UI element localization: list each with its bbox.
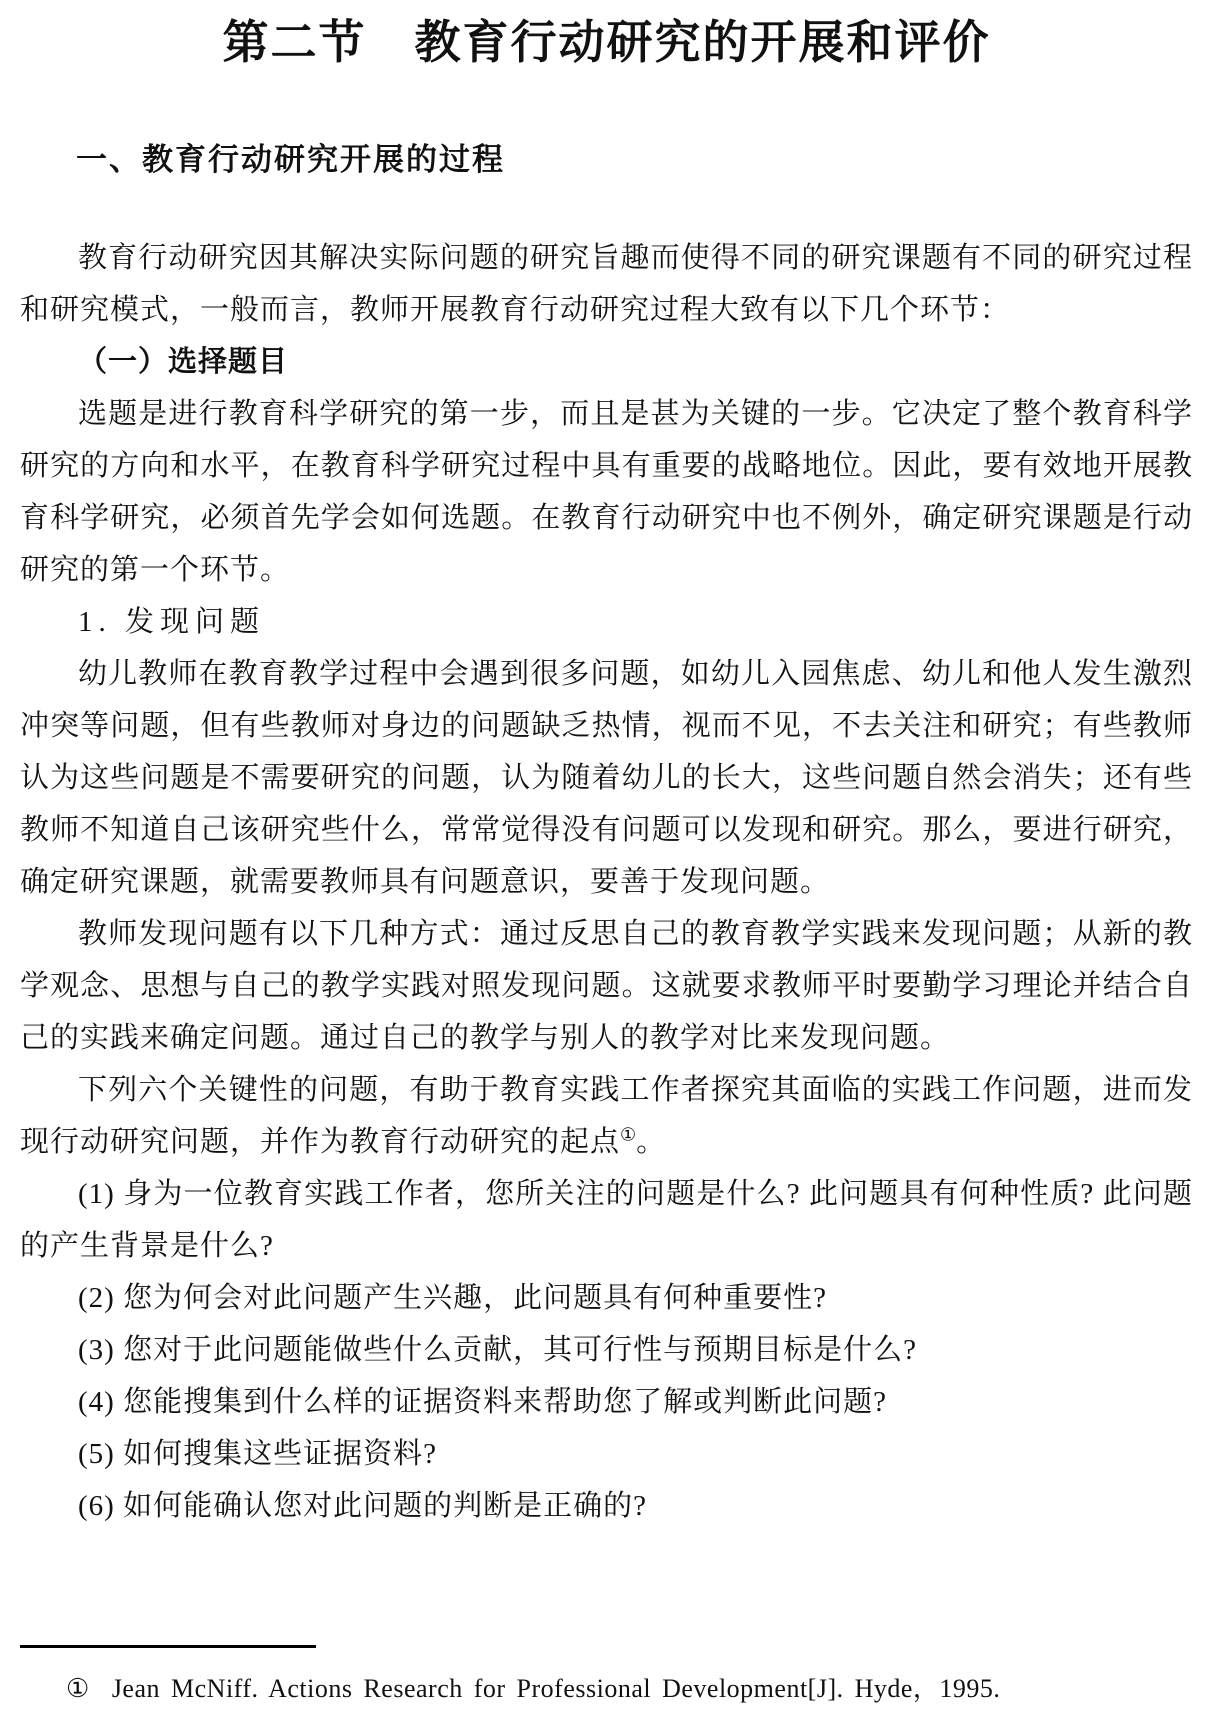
question-item-6: (6) 如何能确认您对此问题的判断是正确的? xyxy=(78,1490,647,1522)
question-item-3: (3) 您对于此问题能做些什么贡献，其可行性与预期目标是什么? xyxy=(78,1334,917,1366)
find-problem-paragraph-2: 教师发现问题有以下几种方式：通过反思自己的教育教学实践来发现问题；从新的教学观念、思想与自己的教学实践对照发现问题。这就要求教师平时要勤学习理论并结合自己的实践来确定问题。通过自己的教学与别人的教学对比来发现问题。 xyxy=(20,918,1193,1054)
question-item-2: (2) 您为何会对此问题产生兴趣，此问题具有何种重要性? xyxy=(78,1282,827,1314)
question-item-5: (5) 如何搜集这些证据资料? xyxy=(78,1438,437,1470)
page-content xyxy=(20,0,1193,1532)
body-text xyxy=(20,232,1193,1532)
footnote xyxy=(66,1672,1000,1706)
paragraph-text-end: 。 xyxy=(636,1126,667,1158)
footnote-marker: ① xyxy=(66,1674,90,1703)
heading-find-problem: 1. 发现问题 xyxy=(78,606,266,638)
footnote-reference: ① xyxy=(620,1124,637,1145)
question-item-1: (1) 身为一位教育实践工作者，您所关注的问题是什么? 此问题具有何种性质? 此问题的产生背景是什么? xyxy=(20,1178,1193,1262)
footnote-text: Jean McNiff. Actions Research for Professional Development[J]. Hyde，1995. xyxy=(111,1674,1001,1703)
find-problem-paragraph-3 xyxy=(20,1064,1193,1168)
topic-paragraph: 选题是进行教育科学研究的第一步，而且是甚为关键的一步。它决定了整个教育科学研究的方向和水平，在教育科学研究过程中具有重要的战略地位。因此，要有效地开展教育科学研究，必须首先学会如何选题。在教育行动研究中也不例外，确定研究课题是行动研究的第一个环节。 xyxy=(20,398,1193,586)
question-item-4: (4) 您能搜集到什么样的证据资料来帮助您了解或判断此问题? xyxy=(78,1386,887,1418)
heading-choose-topic: （一）选择题目 xyxy=(78,346,289,378)
heading-process: 一、教育行动研究开展的过程 xyxy=(76,142,505,177)
footnote-divider xyxy=(20,1645,316,1648)
find-problem-paragraph-1: 幼儿教师在教育教学过程中会遇到很多问题，如幼儿入园焦虑、幼儿和他人发生激烈冲突等问题，但有些教师对身边的问题缺乏热情，视而不见，不去关注和研究；有些教师认为这些问题是不需要研究的问题，认为随着幼儿的长大，这些问题自然会消失；还有些教师不知道自己该研究些什么，常常觉得没有问题可以发现和研究。那么，要进行研究，确定研究课题，就需要教师具有问题意识，要善于发现问题。 xyxy=(20,658,1193,898)
intro-paragraph: 教育行动研究因其解决实际问题的研究旨趣而使得不同的研究课题有不同的研究过程和研究模式，一般而言，教师开展教育行动研究过程大致有以下几个环节： xyxy=(20,242,1193,326)
paragraph-text: 下列六个关键性的问题，有助于教育实践工作者探究其面临的实践工作问题，进而发现行动研究问题，并作为教育行动研究的起点 xyxy=(20,1074,1193,1158)
section-title: 第二节 教育行动研究的开展和评价 xyxy=(222,17,991,68)
